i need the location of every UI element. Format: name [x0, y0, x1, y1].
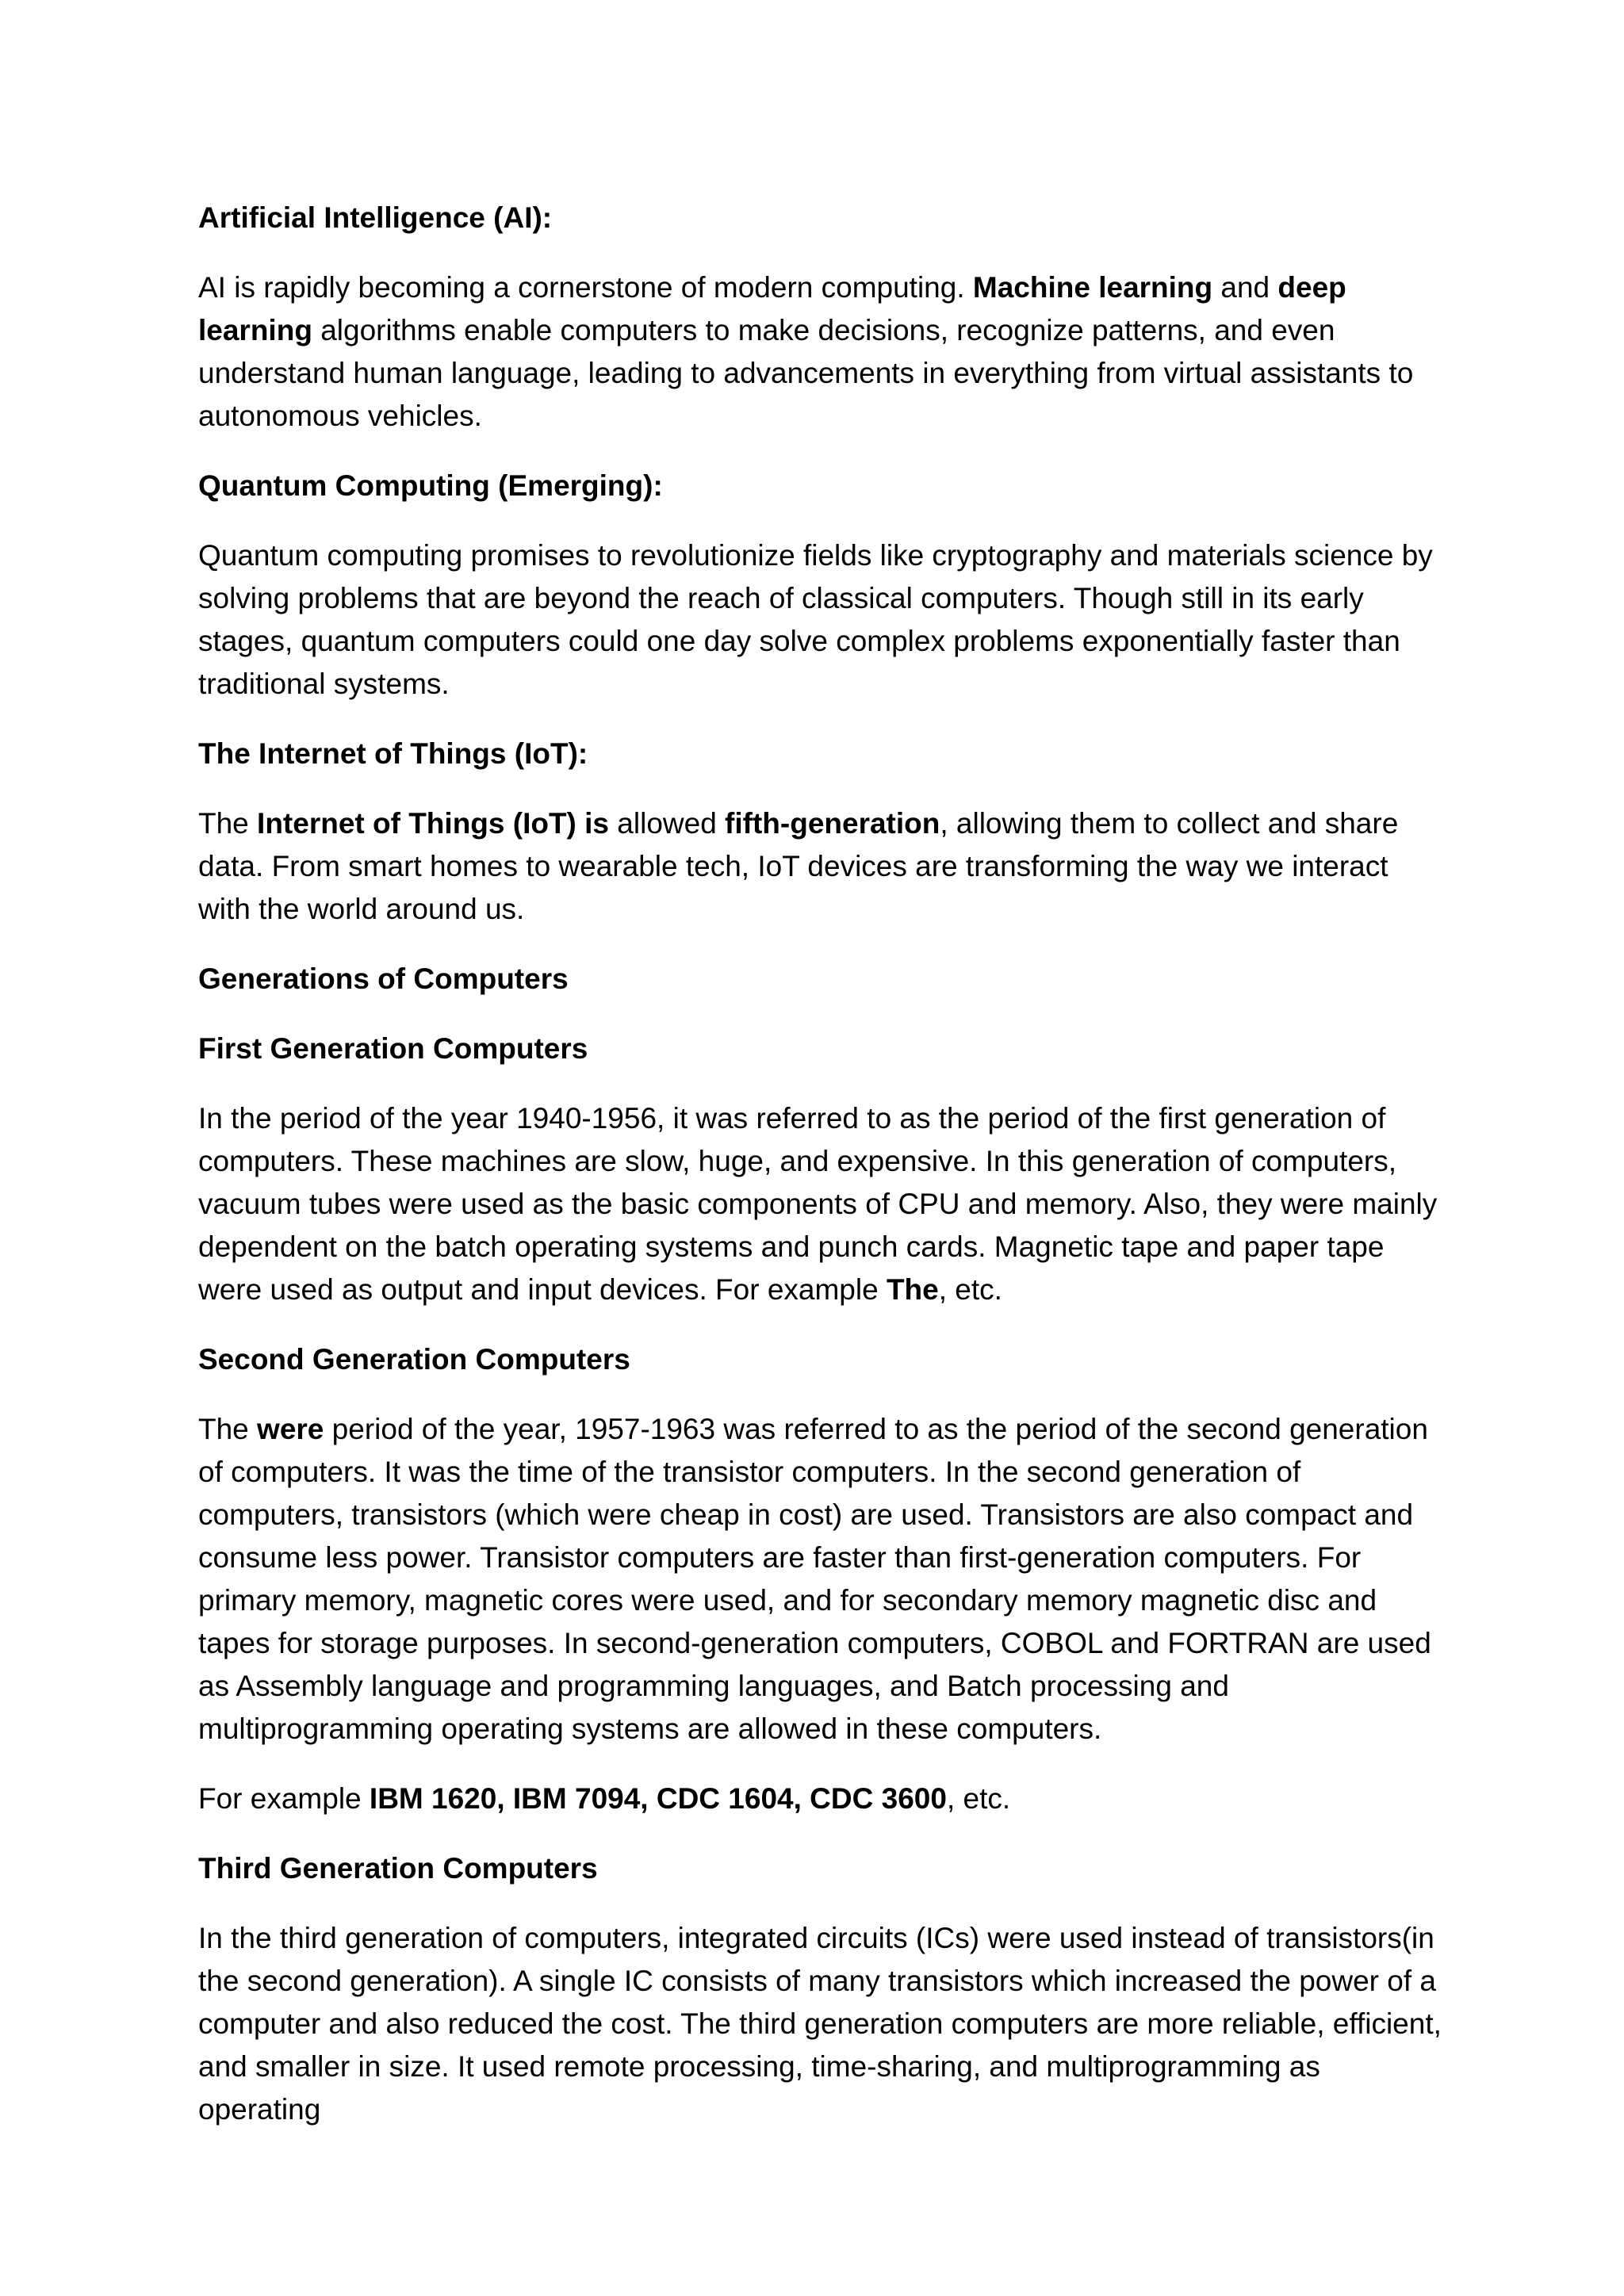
heading-quantum: Quantum Computing (Emerging):	[198, 469, 663, 502]
paragraph-second-generation-example: For example IBM 1620, IBM 7094, CDC 1604, CDC 3600, etc.	[198, 1782, 1011, 1815]
paragraph-quantum: Quantum computing promises to revolutionize fields like cryptography and materials science by solving problems that are beyond the reach of classical computers. Though still in its early stages, quantum computers could one day solve complex problems exponentially faster than traditional systems.	[198, 539, 1433, 700]
heading-iot: The Internet of Things (IoT):	[198, 737, 588, 770]
heading-second-generation: Second Generation Computers	[198, 1343, 630, 1376]
heading-ai: Artificial Intelligence (AI):	[198, 201, 553, 234]
heading-third-generation: Third Generation Computers	[198, 1852, 598, 1885]
paragraph-third-generation: In the third generation of computers, integrated circuits (ICs) were used instead of transistors(in the second generation). A single IC consists of many transistors which increased the power of a computer and also reduced the cost. The third generation computers are more reliable, efficient, and smaller in size. It used remote processing, time-sharing, and multiprogramming as operating	[198, 1922, 1442, 2126]
paragraph-iot: The Internet of Things (IoT) is allowed fifth-generation, allowing them to collect and share data. From smart homes to wearable tech, IoT devices are transforming the way we interact with the world around us.	[198, 807, 1399, 925]
heading-generations: Generations of Computers	[198, 962, 569, 995]
heading-first-generation: First Generation Computers	[198, 1032, 588, 1065]
paragraph-second-generation: The were period of the year, 1957-1963 was referred to as the period of the second generation of computers. It was the time of the transistor computers. In the second generation of computers, transistors (which were cheap in cost) are used. Transistors are also compact and consume less power. Transistor computers are faster than first-generation computers. For primary memory, magnetic cores were used, and for secondary memory magnetic disc and tapes for storage purposes. In second-generation computers, COBOL and FORTRAN are used as Assembly language and programming languages, and Batch processing and multiprogramming operating systems are allowed in these computers.	[198, 1413, 1431, 1745]
paragraph-first-generation: In the period of the year 1940-1956, it was referred to as the period of the first generation of computers. These machines are slow, huge, and expensive. In this generation of computers, vacuum tubes were used as the basic components of CPU and memory. Also, they were mainly dependent on the batch operating systems and punch cards. Magnetic tape and paper tape were used as output and input devices. For example The, etc.	[198, 1102, 1438, 1306]
document-page	[198, 197, 1443, 2158]
paragraph-ai: AI is rapidly becoming a cornerstone of modern computing. Machine learning and deep learning algorithms enable computers to make decisions, recognize patterns, and even understand human language, leading to advancements in everything from virtual assistants to autonomous vehicles.	[198, 271, 1414, 432]
